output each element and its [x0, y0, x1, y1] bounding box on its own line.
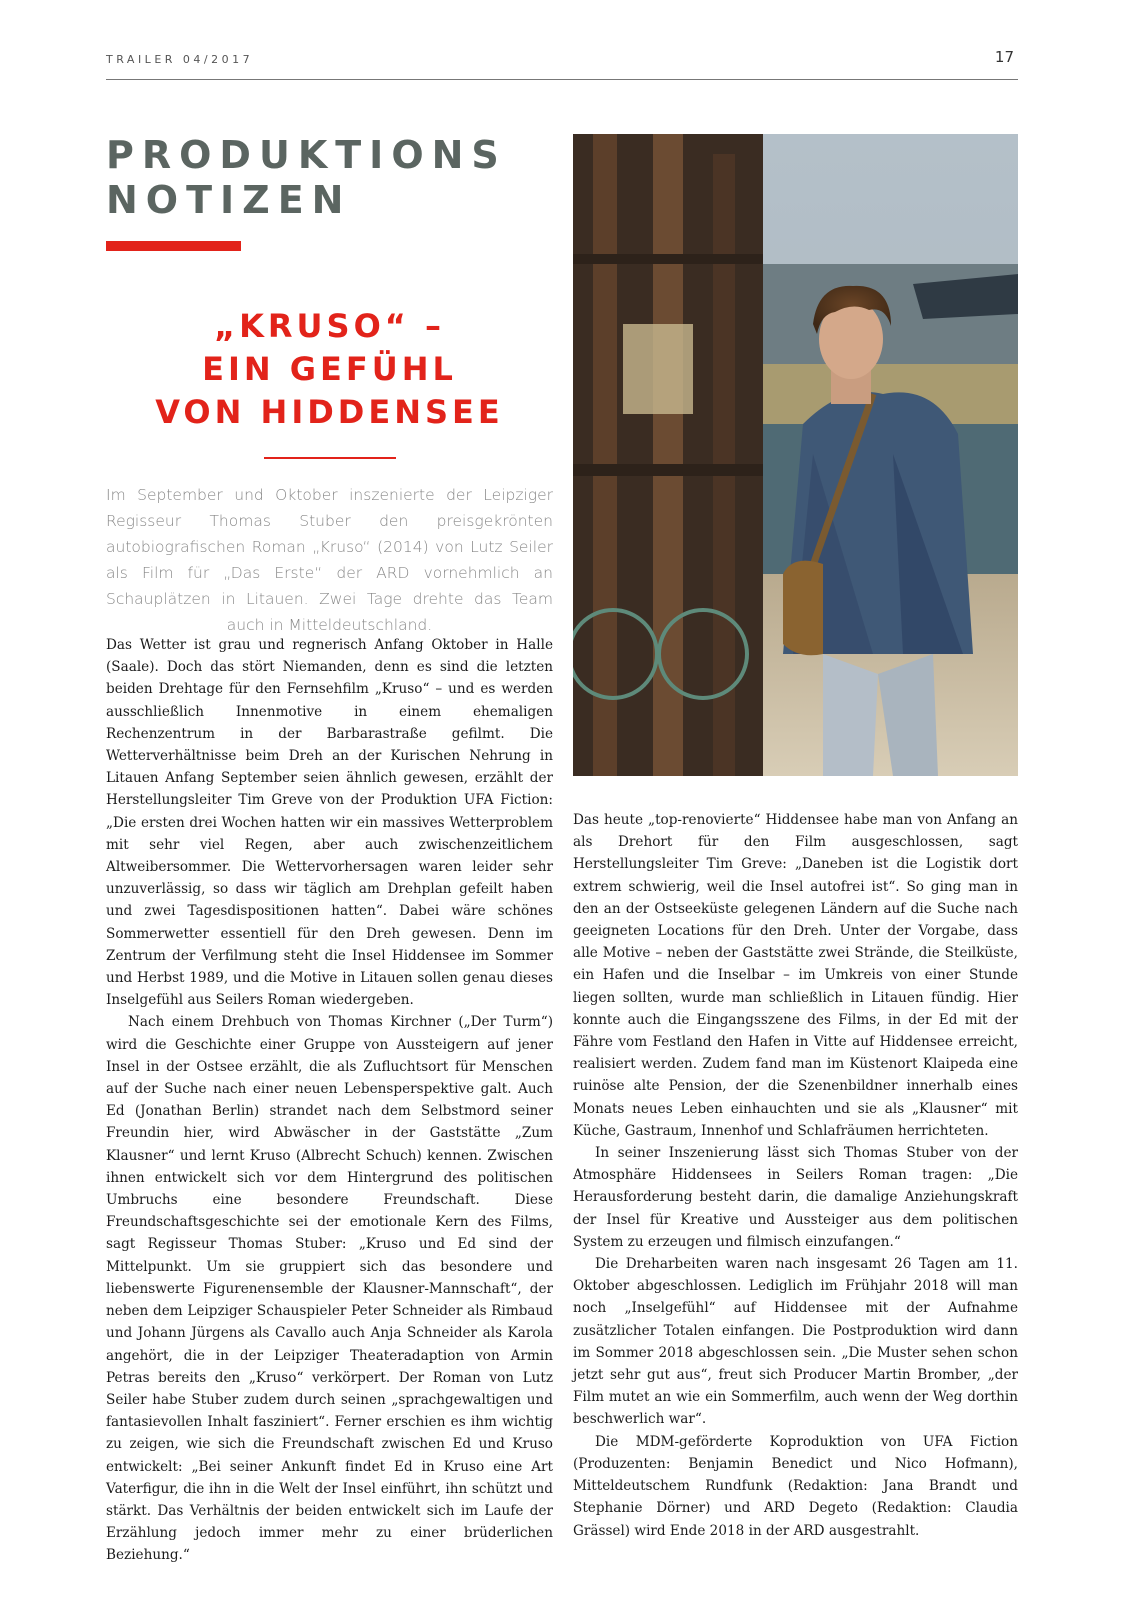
body-paragraph: Die Dreharbeiten waren nach insgesamt 26 Tagen am 11. Oktober abgeschlossen. Lediglich im Frühjahr 2018 will man noch „Inselgefühl“ auf Hiddensee mit der Aufnahme zusätzlicher Totalen einfangen. Die Postproduktion wird dann im Sommer 2018 abgeschlossen sein. „Die Muster sehen schon jetzt sehr gut aus“, freut sich Producer Martin Bromber, „der Film mutet an wie ein Sommerfilm, auch wenn der Weg dorthin beschwerlich war“. [573, 1256, 1018, 1428]
headline-rule [264, 457, 396, 459]
section-title-line-2: NOTIZEN [106, 178, 352, 222]
section-accent-bar [106, 241, 241, 251]
article-body-left [106, 634, 553, 1567]
body-paragraph: In seiner Inszenierung lässt sich Thomas Stuber von der Atmosphäre Hiddensees in Seilers Roman tragen: „Die Herausforderung besteht darin, die damalige Anziehungskraft der Insel für Kreative und Aussteiger aus dem politischen System zu erzeugen und filmisch einzufangen.“ [573, 1145, 1018, 1250]
body-paragraph: Das heute „top-renovierte“ Hiddensee habe man von Anfang an als Drehort für den Film ausgeschlossen, sagt Herstellungsleiter Tim Greve: „Daneben ist die Logistik dort extrem schwierig, weil die Insel autofrei ist“. So ging man in den an der Ostseeküste gelegenen Ländern auf die Suche nach geeigneten Locations für den Dreh. Unter der Vorgabe, dass alle Motive – neben der Gaststätte zwei Strände, die Steilküste, ein Hafen und die Inselbar – im Umkreis von einer Stunde liegen sollten, wurde man schließlich in Litauen fündig. Hier konnte auch die Eingangsszene des Films, in der Ed mit der Fähre vom Festland den Hafen in Vitte auf Hiddensee erreicht, realisiert werden. Zudem fand man im Küstenort Klaipeda eine ruinöse alte Pension, der die Szenenbildner innerhalb eines Monats neues Leben einhauchten und sie als „Klausner“ mit Küche, Gastraum, Innenhof und Schlafräumen herrichteten. [573, 812, 1018, 1139]
header-rule [106, 79, 1018, 80]
article-lead: Im September und Oktober inszenierte der Leipziger Regisseur Thomas Stuber den preisgekrönten autobiografischen Roman „Kruso“ (2014) von Lutz Seiler als Film für „Das Erste“ der ARD vornehmlich an Schauplätzen in Litauen. Zwei Tage drehte das Team auch in Mitteldeutschland. [106, 486, 553, 634]
film-still-photo [573, 134, 1018, 776]
headline-line-3: VON HIDDENSEE [155, 393, 504, 431]
magazine-issue: TRAILER 04/2017 [106, 53, 254, 66]
section-title-line-1: PRODUKTIONS [106, 133, 507, 177]
headline-line-2: EIN GEFÜHL [202, 350, 457, 388]
article-body-right [573, 809, 1018, 1542]
article-headline [106, 305, 553, 434]
body-paragraph: Das Wetter ist grau und regnerisch Anfang Oktober in Halle (Saale). Doch das stört Niemanden, denn es sind die letzten beiden Drehtage für den Fernsehfilm „Kruso“ – und es werden ausschließlich Innenmotive in einem ehemaligen Rechenzentrum in der Barbarastraße gefilmt. Die Wetterverhältnisse beim Dreh an der Kurischen Nehrung in Litauen Anfang September seien ähnlich gewesen, erzählt der Herstellungsleiter Tim Greve von der Produktion UFA Fiction: „Die ersten drei Wochen hatten wir ein massives Wetterproblem mit sehr viel Regen, aber auch zwischenzeitlichem Altweibersommer. Die Wettervorhersagen waren leider sehr unzuverlässig, so dass wir täglich am Drehplan gefeilt haben und zwei Tagesdispositionen hatten“. Dabei wäre schönes Sommerwetter essentiell für den Dreh gewesen. Denn im Zentrum der Verfilmung steht die Insel Hiddensee im Sommer und Herbst 1989, und die Motive in Litauen sollen genau dieses Inselgefühl aus Seilers Roman wiedergeben. [106, 637, 553, 1009]
page-number: 17 [994, 48, 1014, 66]
body-paragraph: Nach einem Drehbuch von Thomas Kirchner („Der Turm“) wird die Geschichte einer Gruppe von Aussteigern auf jener Insel in der Ostsee erzählt, die als Zufluchtsort für Menschen auf der Suche nach einer neuen Lebensperspektive galt. Auch Ed (Jonathan Berlin) strandet nach dem Selbstmord seiner Freundin hier, wird Abwäscher in der Gaststätte „Zum Klausner“ und lernt Kruso (Albrecht Schuch) kennen. Zwischen ihnen entwickelt sich vor dem Hintergrund des politischen Umbruchs eine besondere Freundschaft. Diese Freundschaftsgeschichte sei der emotionale Kern des Films, sagt Regisseur Thomas Stuber: „Kruso und Ed sind der Mittelpunkt. Um sie gruppiert sich das besondere und liebenswerte Figurenensemble der Klausner-Mannschaft“, der neben dem Leipziger Schauspieler Peter Schneider als Rimbaud und Johann Jürgens als Cavallo auch Anja Schneider als Karola angehört, die in der Leipziger Theateradaption von Armin Petras bereits den „Kruso“ verkörpert. Der Roman von Lutz Seiler habe Stuber zudem durch seinen „sprachgewaltigen und fantasievollen Inhalt fasziniert“. Ferner erschien es ihm wichtig zu zeigen, wie sich die Freundschaft zwischen Ed und Kruso entwickelt: „Bei seiner Ankunft findet Ed in Kruso eine Art Vaterfigur, die ihn in die Welt der Insel einführt, ihn schützt und stärkt. Das Verhältnis der beiden entwickelt sich im Laufe der Erzählung jedoch immer mehr zu einer brüderlichen Beziehung.“ [106, 1014, 553, 1564]
section-title [106, 133, 507, 223]
body-paragraph: Die MDM-geförderte Koproduktion von UFA Fiction (Produzenten: Benjamin Benedict und Nico Hofmann), Mitteldeutschem Rundfunk (Redaktion: Jana Brandt und Stephanie Dörner) und ARD Degeto (Redaktion: Claudia Grässel) wird Ende 2018 in der ARD ausgestrahlt. [573, 1433, 1018, 1539]
headline-line-1: „KRUSO“ – [214, 307, 445, 345]
